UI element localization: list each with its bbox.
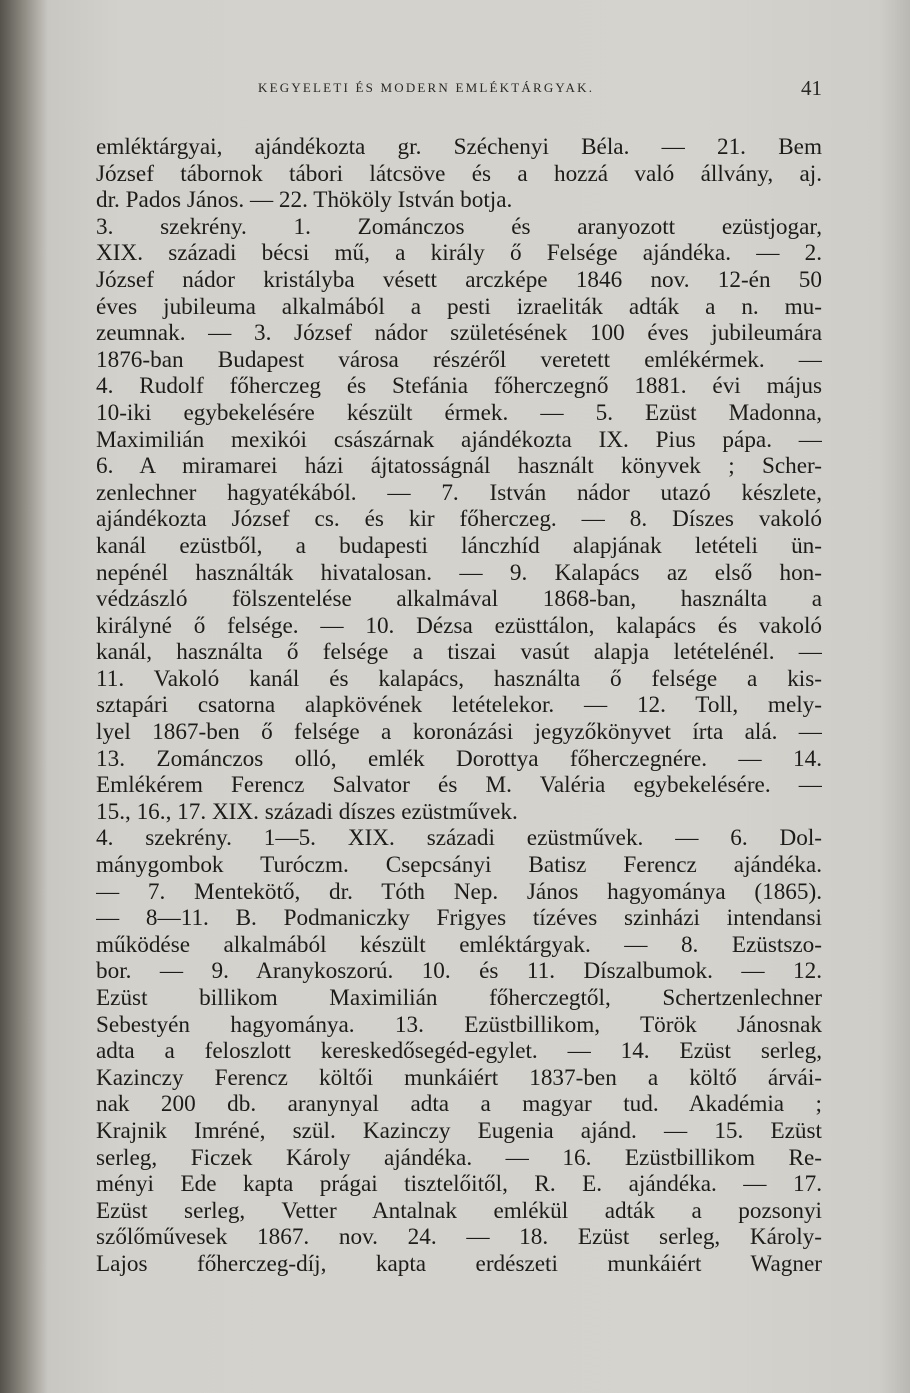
text-line: — 8—11. B. Podmaniczky Frigyes tízéves szinházi intendansi [96,905,822,932]
text-line: mánygombok Turóczm. Csepcsányi Batisz Ferencz ajándéka. [96,852,822,879]
text-line: lyel 1867-ben ő felsége a koronázási jegyzőkönyvet írta alá. — [96,719,822,746]
text-line: 11. Vakoló kanál és kalapács, használta ő felsége a kis- [96,665,822,692]
text-line: kanál ezüstből, a budapesti lánczhíd alapjának letételi ün- [96,532,822,559]
text-line: Krajnik Imréné, szül. Kazinczy Eugenia ajánd. — 15. Ezüst [96,1117,822,1144]
running-title: KEGYELETI ÉS MODERN EMLÉKTÁRGYAK. [258,80,595,95]
text-line: József tábornok tábori látcsöve és a hozzá való állvány, aj. [96,160,822,187]
text-line: József nádor kristályba vésett arczképe 1846 nov. 12-én 50 [96,266,822,293]
text-line: Maximilián mexikói császárnak ajándékozta IX. Pius pápa. — [96,426,822,453]
text-line: emléktárgyai, ajándékozta gr. Széchenyi Béla. — 21. Bem [96,134,822,160]
text-line: serleg, Ficzek Károly ajándéka. — 16. Ezüstbillikom Re- [96,1144,822,1171]
text-line: 13. Zománczos olló, emlék Dorottya főherczegnére. — 14. [96,745,822,772]
text-line: éves jubileuma alkalmából a pesti izraeliták adták a n. mu- [96,293,822,320]
text-line: adta a feloszlott kereskedősegéd-egylet. — 14. Ezüst serleg, [96,1038,822,1065]
text-line: királyné ő felsége. — 10. Dézsa ezüsttálon, kalapács és vakoló [96,612,822,639]
text-line: 4. Rudolf főherczeg és Stefánia főherczegnő 1881. évi május [96,373,822,400]
text-line: 1876-ban Budapest városa részéről veretett emlékérmek. — [96,346,822,373]
text-line: zenlechner hagyatékából. — 7. István nádor utazó készlete, [96,479,822,506]
text-line: védzászló fölszentelése alkalmával 1868-ban, használta a [96,586,822,613]
text-line: zeumnak. — 3. József nádor születésének 100 éves jubileumára [96,320,822,347]
text-line: 10-iki egybekelésére készült érmek. — 5. Ezüst Madonna, [96,399,822,426]
text-line: Kazinczy Ferencz költői munkáiért 1837-ben a költő árvái- [96,1064,822,1091]
page-header [96,76,822,102]
text-line: működése alkalmából készült emléktárgyak. — 8. Ezüstszo- [96,931,822,958]
text-line: 3. szekrény. 1. Zománczos és aranyozott ezüstjogar, [96,213,822,240]
text-line: Ezüst serleg, Vetter Antalnak emlékül adták a pozsonyi [96,1197,822,1224]
text-line: 15., 16., 17. XIX. századi díszes ezüstművek. [96,798,518,825]
text-line: dr. Pados János. — 22. Thököly István botja. [96,187,513,214]
text-line: — 7. Mentekötő, dr. Tóth Nep. János hagyománya (1865). [96,878,822,905]
text-line: XIX. századi bécsi mű, a király ő Felsége ajándéka. — 2. [96,240,822,267]
text-line: Lajos főherczeg-díj, kapta erdészeti munkáiért Wagner [96,1250,822,1277]
text-line: 4. szekrény. 1—5. XIX. századi ezüstművek. — 6. Dol- [96,825,822,852]
text-line: nepénél használták hivatalosan. — 9. Kalapács az első hon- [96,559,822,586]
text-line: sztapári csatorna alapkövének letételekor. — 12. Toll, mely- [96,692,822,719]
text-line: nak 200 db. aranynyal adta a magyar tud. Akadémia ; [96,1091,822,1118]
text-line: kanál, használta ő felsége a tiszai vasút alapja letételénél. — [96,639,822,666]
text-line: Ezüst billikom Maximilián főherczegtől, Schertzenlechner [96,985,822,1011]
text-line: 6. A miramarei házi ájtatosságnál használt könyvek ; Scher- [96,453,822,480]
text-line: szőlőművesek 1867. nov. 24. — 18. Ezüst serleg, Károly- [96,1224,822,1251]
text-line: Sebestyén hagyománya. 13. Ezüstbillikom, Török Jánosnak [96,1011,822,1038]
page-number: 41 [801,76,822,100]
text-line: ajándékozta József cs. és kir főherczeg. — 8. Díszes vakoló [96,506,822,533]
text-line: ményi Ede kapta prágai tisztelőitől, R. E. ajándéka. — 17. [96,1171,822,1198]
body-text [96,134,822,1278]
text-line: Emlékérem Ferencz Salvator és M. Valéria egybekelésére. — [96,772,822,799]
text-line: bor. — 9. Aranykoszorú. 10. és 11. Díszalbumok. — 12. [96,958,822,985]
